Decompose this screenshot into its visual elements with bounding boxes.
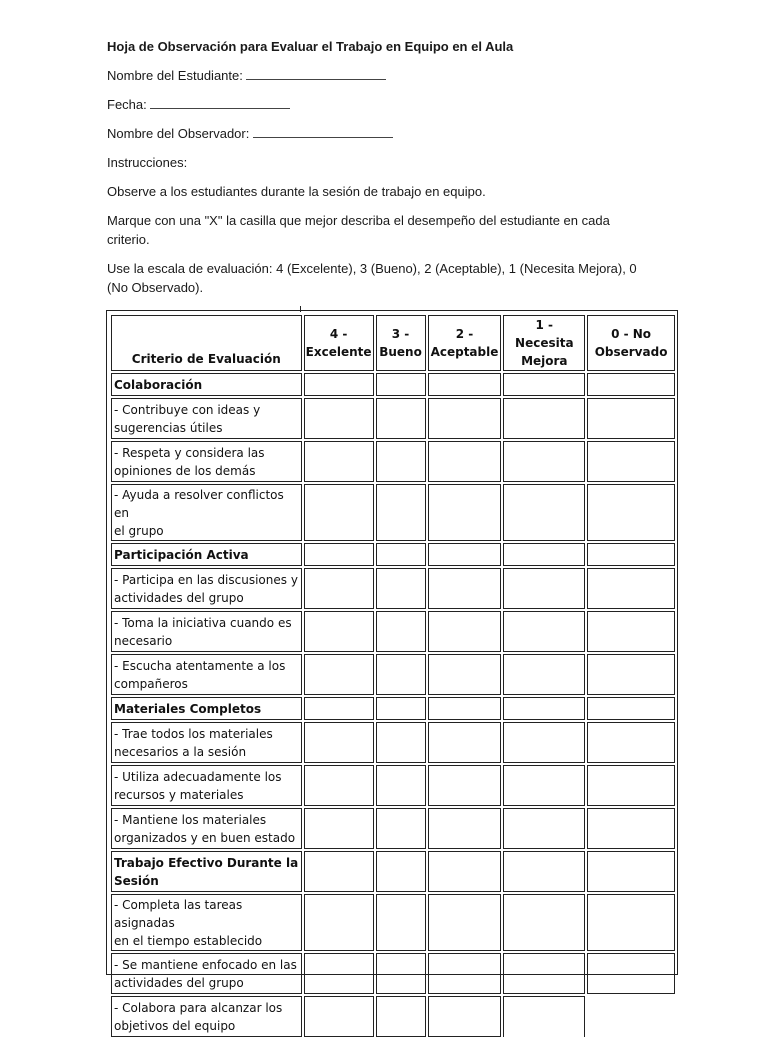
criterion-label	[111, 568, 302, 609]
criterion-line2: necesarios a la sesión	[114, 745, 247, 759]
score-cell-4[interactable]	[304, 697, 374, 720]
score-cell-1[interactable]	[503, 996, 585, 1037]
score-cell-2[interactable]	[428, 697, 502, 720]
score-cell-3[interactable]	[376, 373, 426, 396]
criterion-line2: actividades del grupo	[114, 976, 244, 990]
score-cell-0[interactable]	[587, 808, 675, 849]
score-cell-0[interactable]	[587, 654, 675, 695]
criterion-line1: - Utiliza adecuadamente los	[114, 770, 282, 784]
criterion-label	[111, 722, 302, 763]
header-score-4	[304, 315, 374, 371]
criterion-label	[111, 611, 302, 652]
score-cell-1[interactable]	[503, 441, 585, 482]
criterion-row	[111, 611, 675, 652]
document-body	[107, 30, 679, 297]
table-header-row	[111, 315, 675, 371]
criterion-line2: necesario	[114, 634, 173, 648]
criterion-row	[111, 953, 675, 994]
score-cell-1[interactable]	[503, 611, 585, 652]
score-cell-3[interactable]	[376, 654, 426, 695]
score-cell-4[interactable]	[304, 373, 374, 396]
score-cell-1[interactable]	[503, 654, 585, 695]
criterion-line1: - Escucha atentamente a los	[114, 659, 286, 673]
instruction-scale-line1: Use la escala de evaluación: 4 (Excelente), 3 (Bueno), 2 (Aceptable), 1 (Necesita Mejora), 0	[107, 261, 637, 276]
criterion-label	[111, 484, 302, 541]
criterion-label	[111, 894, 302, 951]
criterion-line2: sugerencias útiles	[114, 421, 223, 435]
criterion-line1: - Participa en las discusiones y	[114, 573, 298, 587]
section-label: Participación Activa	[111, 543, 302, 566]
score-cell-3[interactable]	[376, 996, 426, 1037]
section-label-line2: Sesión	[114, 874, 159, 888]
score-cell-1[interactable]	[503, 543, 585, 566]
criterion-row	[111, 654, 675, 695]
score-cell-1[interactable]	[503, 398, 585, 439]
criterion-line1: - Colabora para alcanzar los	[114, 1001, 283, 1015]
score-cell-0[interactable]	[587, 611, 675, 652]
score-cell-4[interactable]	[304, 543, 374, 566]
score-cell-3[interactable]	[376, 398, 426, 439]
score-cell-2[interactable]	[428, 568, 502, 609]
criterion-row	[111, 568, 675, 609]
criterion-line2: opiniones de los demás	[114, 464, 256, 478]
score-cell-4[interactable]	[304, 894, 374, 951]
score-cell-3[interactable]	[376, 543, 426, 566]
score-cell-2[interactable]	[428, 953, 502, 994]
section-label: Materiales Completos	[111, 697, 302, 720]
score-cell-2[interactable]	[428, 996, 502, 1037]
score-cell-3[interactable]	[376, 851, 426, 892]
section-row-colaboracion	[111, 373, 675, 396]
criterion-line2: en el tiempo establecido	[114, 934, 263, 948]
score-cell-3[interactable]	[376, 697, 426, 720]
score-cell-3[interactable]	[376, 808, 426, 849]
score-cell-4[interactable]	[304, 611, 374, 652]
instruction-mark	[107, 211, 679, 249]
score-cell-0[interactable]	[587, 851, 675, 892]
score-cell-0[interactable]	[587, 765, 675, 806]
score-cell-1[interactable]	[503, 697, 585, 720]
criterion-line1: - Respeta y considera las	[114, 446, 265, 460]
date-line	[107, 95, 679, 114]
score-cell-2[interactable]	[428, 722, 502, 763]
score-cell-0[interactable]	[587, 398, 675, 439]
criterion-line1: - Contribuye con ideas y	[114, 403, 261, 417]
score-cell-3[interactable]	[376, 484, 426, 541]
score-cell-4[interactable]	[304, 441, 374, 482]
score-cell-0[interactable]	[587, 722, 675, 763]
criterion-row	[111, 722, 675, 763]
document-title: Hoja de Observación para Evaluar el Trabajo en Equipo en el Aula	[107, 39, 514, 54]
criterion-line1: - Ayuda a resolver conflictos en	[114, 488, 284, 520]
section-label: Colaboración	[111, 373, 302, 396]
header-score-4-line1: 4 -	[329, 327, 348, 341]
header-score-2-line1: 2 -	[455, 327, 474, 341]
score-cell-3[interactable]	[376, 765, 426, 806]
date-blank[interactable]	[150, 95, 290, 109]
criterion-label	[111, 808, 302, 849]
score-cell-1[interactable]	[503, 722, 585, 763]
criterion-line2: recursos y materiales	[114, 788, 244, 802]
score-cell-2[interactable]	[428, 441, 502, 482]
criterion-row	[111, 808, 675, 849]
score-cell-4[interactable]	[304, 851, 374, 892]
score-cell-0[interactable]	[587, 568, 675, 609]
score-cell-2[interactable]	[428, 611, 502, 652]
instruction-mark-line2: criterio.	[107, 232, 150, 247]
score-cell-2[interactable]	[428, 398, 502, 439]
score-cell-2[interactable]	[428, 484, 502, 541]
score-cell-0[interactable]	[587, 697, 675, 720]
score-cell-2[interactable]	[428, 654, 502, 695]
instruction-scale	[107, 259, 679, 297]
score-cell-3[interactable]	[376, 611, 426, 652]
score-cell-0[interactable]	[587, 441, 675, 482]
criterion-label	[111, 765, 302, 806]
header-score-0	[587, 315, 675, 371]
criterion-label	[111, 398, 302, 439]
score-cell-1[interactable]	[503, 894, 585, 951]
score-cell-0[interactable]	[587, 484, 675, 541]
header-score-4-line2: Excelente	[305, 345, 372, 359]
observer-name-blank[interactable]	[253, 124, 393, 138]
evaluation-table-frame	[106, 310, 678, 1033]
score-cell-1[interactable]	[503, 765, 585, 806]
header-criterion: Criterio de Evaluación	[111, 315, 302, 371]
score-cell-1[interactable]	[503, 568, 585, 609]
header-score-3-line2: Bueno	[379, 345, 422, 359]
header-score-0-line2: Observado	[594, 345, 668, 359]
header-score-1-line2: Mejora	[521, 354, 568, 368]
score-cell-1[interactable]	[503, 484, 585, 541]
criterion-line2: actividades del grupo	[114, 591, 244, 605]
score-cell-0[interactable]	[587, 996, 675, 1037]
criterion-label	[111, 953, 302, 994]
header-score-1	[503, 315, 585, 371]
evaluation-table	[109, 313, 677, 1039]
section-row-participacion	[111, 543, 675, 566]
score-cell-4[interactable]	[304, 568, 374, 609]
section-row-materiales	[111, 697, 675, 720]
score-cell-4[interactable]	[304, 398, 374, 439]
score-cell-2[interactable]	[428, 894, 502, 951]
section-row-trabajo-efectivo	[111, 851, 675, 892]
score-cell-0[interactable]	[587, 373, 675, 396]
score-cell-4[interactable]	[304, 654, 374, 695]
score-cell-2[interactable]	[428, 808, 502, 849]
header-score-0-line1: 0 - No	[611, 327, 652, 341]
header-score-3	[376, 315, 426, 371]
header-score-1-line1: 1 - Necesita	[515, 318, 574, 350]
criterion-line1: - Completa las tareas asignadas	[114, 898, 243, 930]
criterion-row	[111, 894, 675, 951]
criterion-line2: organizados y en buen estado	[114, 831, 296, 845]
score-cell-0[interactable]	[587, 894, 675, 951]
section-label-line1: Trabajo Efectivo Durante la	[114, 856, 299, 870]
score-cell-4[interactable]	[304, 996, 374, 1037]
score-cell-2[interactable]	[428, 851, 502, 892]
score-cell-3[interactable]	[376, 722, 426, 763]
score-cell-4[interactable]	[304, 484, 374, 541]
score-cell-1[interactable]	[503, 373, 585, 396]
score-cell-0[interactable]	[587, 543, 675, 566]
instruction-observe: Observe a los estudiantes durante la sesión de trabajo en equipo.	[107, 184, 486, 199]
score-cell-4[interactable]	[304, 722, 374, 763]
observer-name-label: Nombre del Observador:	[107, 126, 250, 141]
criterion-line2: el grupo	[114, 524, 164, 538]
score-cell-1[interactable]	[503, 808, 585, 849]
criterion-row	[111, 441, 675, 482]
criterion-line2: compañeros	[114, 677, 188, 691]
header-score-2-line2: Aceptable	[430, 345, 499, 359]
criterion-row	[111, 398, 675, 439]
criterion-line1: - Mantiene los materiales	[114, 813, 267, 827]
criterion-row	[111, 996, 675, 1037]
score-cell-4[interactable]	[304, 808, 374, 849]
student-name-blank[interactable]	[246, 66, 386, 80]
score-cell-3[interactable]	[376, 441, 426, 482]
instruction-mark-line1: Marque con una "X" la casilla que mejor describa el desempeño del estudiante en cada	[107, 213, 610, 228]
date-label: Fecha:	[107, 97, 147, 112]
instruction-scale-line2: (No Observado).	[107, 280, 204, 295]
score-cell-4[interactable]	[304, 765, 374, 806]
criterion-row	[111, 484, 675, 541]
score-cell-2[interactable]	[428, 543, 502, 566]
instructions-heading: Instrucciones:	[107, 155, 188, 170]
criterion-label	[111, 996, 302, 1037]
score-cell-1[interactable]	[503, 953, 585, 994]
score-cell-3[interactable]	[376, 953, 426, 994]
criterion-label	[111, 441, 302, 482]
criterion-label	[111, 654, 302, 695]
score-cell-0[interactable]	[587, 953, 675, 994]
score-cell-2[interactable]	[428, 373, 502, 396]
header-score-3-line1: 3 -	[391, 327, 410, 341]
score-cell-2[interactable]	[428, 765, 502, 806]
criterion-row	[111, 765, 675, 806]
score-cell-4[interactable]	[304, 953, 374, 994]
header-score-2	[428, 315, 502, 371]
criterion-line1: - Se mantiene enfocado en las	[114, 958, 297, 972]
score-cell-1[interactable]	[503, 851, 585, 892]
score-cell-3[interactable]	[376, 894, 426, 951]
student-name-line	[107, 66, 679, 85]
criterion-line1: - Toma la iniciativa cuando es	[114, 616, 292, 630]
observer-name-line	[107, 124, 679, 143]
score-cell-3[interactable]	[376, 568, 426, 609]
section-label	[111, 851, 302, 892]
criterion-line2: objetivos del equipo	[114, 1019, 236, 1033]
criterion-line1: - Trae todos los materiales	[114, 727, 273, 741]
student-name-label: Nombre del Estudiante:	[107, 68, 243, 83]
